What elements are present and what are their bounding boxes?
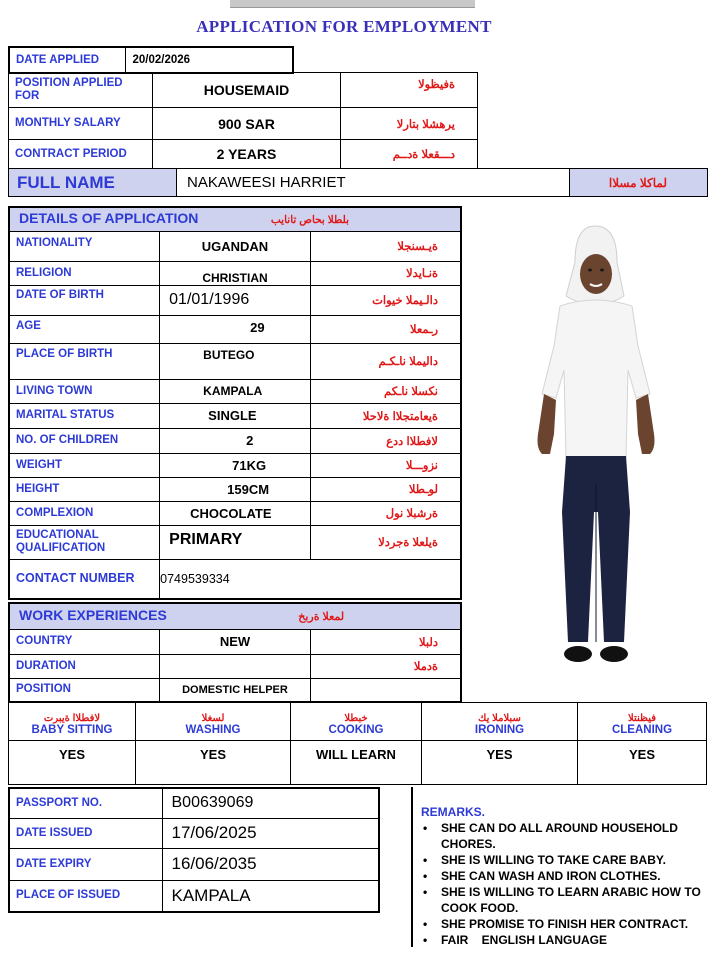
place-issued-value: KAMPALA — [162, 880, 379, 912]
contract-value: 2 YEARS — [153, 140, 341, 169]
height-label: HEIGHT — [9, 477, 160, 501]
skill-ironing-arabic: سبلاملا يك — [478, 713, 521, 724]
passport-no-value: B00639069 — [162, 788, 379, 818]
education-arabic: ةيلعلا ةجردلا — [310, 525, 461, 559]
remarks-section — [411, 787, 711, 947]
skill-cooking-label: COOKING — [328, 724, 384, 736]
skill-cooking-value: WILL LEARN — [291, 741, 422, 785]
salary-arabic: يرهشلا بتارلا — [341, 108, 478, 140]
contract-label: CONTRACT PERIOD — [9, 140, 153, 169]
skill-cleaning-label: CLEANING — [611, 724, 673, 736]
skill-cleaning-value: YES — [578, 741, 707, 785]
children-arabic: لافطلاا ددع — [310, 428, 461, 453]
skill-babysitting-label: BABY SITTING — [31, 724, 113, 736]
header-logo-strip — [230, 0, 475, 8]
remark-item: • SHE CAN WASH AND IRON CLOTHES. — [421, 868, 711, 884]
skill-ironing-value: YES — [422, 741, 578, 785]
skill-washing-arabic: لسغلا — [201, 713, 225, 724]
skill-cooking-arabic: خبطلا — [344, 713, 368, 724]
full-name-value: NAKAWEESI HARRIET — [177, 169, 570, 197]
full-name-label: FULL NAME — [9, 169, 177, 197]
salary-label: MONTHLY SALARY — [9, 108, 153, 140]
weight-label: WEIGHT — [9, 453, 160, 477]
skill-washing-value: YES — [136, 741, 291, 785]
complexion-label: COMPLEXION — [9, 501, 160, 525]
remarks-title: REMARKS. — [421, 805, 486, 819]
age-label: AGE — [9, 315, 160, 343]
nationality-value: UGANDAN — [160, 231, 311, 261]
living-town-arabic: نكسلا ناـكم — [310, 379, 461, 403]
dob-arabic: دالـيملا خيوات — [310, 285, 461, 315]
children-label: NO. OF CHILDREN — [9, 428, 160, 453]
religion-label: RELIGION — [9, 261, 160, 285]
position-arabic: ةفيظولا — [341, 73, 478, 108]
duration-label: DURATION — [9, 654, 160, 678]
skills-table — [8, 702, 707, 785]
marital-status-label: MARITAL STATUS — [9, 403, 160, 428]
work-position-arabic — [310, 678, 461, 702]
age-value: 29 — [160, 315, 311, 343]
date-issued-value: 17/06/2025 — [162, 818, 379, 848]
place-of-birth-value: BUTEGO — [160, 343, 311, 379]
country-value: NEW — [160, 629, 311, 654]
remark-item: • SHE PROMISE TO FINISH HER CONTRACT. — [421, 916, 711, 932]
skill-head-ironing — [422, 703, 578, 741]
work-position-value: DOMESTIC HELPER — [160, 678, 311, 702]
date-expiry-label: DATE EXPIRY — [9, 848, 162, 880]
complexion-value: CHOCOLATE — [160, 501, 311, 525]
height-arabic: لوـطلا — [310, 477, 461, 501]
contact-label: CONTACT NUMBER — [9, 559, 160, 599]
dob-value: 01/01/1996 — [160, 285, 311, 315]
living-town-label: LIVING TOWN — [9, 379, 160, 403]
living-town-value: KAMPALA — [160, 379, 311, 403]
full-name-arabic: لماكلا مسلاا — [570, 169, 708, 197]
remark-item: • FAIR ENGLISH LANGUAGE — [421, 932, 711, 948]
education-value: PRIMARY — [160, 525, 311, 559]
remarks-list — [421, 820, 711, 948]
work-title: WORK EXPERIENCES — [19, 607, 167, 624]
passport-table — [8, 787, 380, 913]
age-arabic: رـمعلا — [310, 315, 461, 343]
salary-value: 900 SAR — [153, 108, 341, 140]
position-table — [8, 72, 478, 169]
work-title-arabic: لمعلا ةربخ — [298, 611, 345, 624]
skill-head-cleaning — [578, 703, 707, 741]
work-table — [8, 602, 462, 703]
place-of-birth-label: PLACE OF BIRTH — [9, 343, 160, 379]
nationality-arabic: ةيـسنجلا — [310, 231, 461, 261]
details-title-arabic: بلطلا بحاص تانايب — [270, 214, 350, 227]
skill-head-cooking — [291, 703, 422, 741]
skill-babysitting-value: YES — [9, 741, 136, 785]
religion-value: CHRISTIAN — [160, 261, 311, 285]
country-arabic: دلبلا — [310, 629, 461, 654]
skill-head-washing — [136, 703, 291, 741]
height-value: 159CM — [160, 477, 311, 501]
duration-value — [160, 654, 311, 678]
passport-no-label: PASSPORT NO. — [9, 788, 162, 818]
marital-status-arabic: ةيعامتجلاا ةلاحلا — [310, 403, 461, 428]
contact-value: 0749539334 — [160, 559, 461, 599]
full-name-table — [8, 168, 708, 197]
education-label: EDUCATIONAL QUALIFICATION — [9, 525, 160, 559]
date-applied-value: 20/02/2026 — [125, 47, 293, 73]
work-position-label: POSITION — [9, 678, 160, 702]
marital-status-value: SINGLE — [160, 403, 311, 428]
place-issued-label: PLACE OF ISSUED — [9, 880, 162, 912]
position-label: POSITION APPLIED FOR — [9, 73, 153, 108]
date-issued-label: DATE ISSUED — [9, 818, 162, 848]
details-header — [9, 207, 461, 231]
skill-babysitting-arabic: لافطلاا ةيبرت — [43, 713, 101, 724]
skill-ironing-label: IRONING — [474, 724, 525, 736]
date-applied-table — [8, 46, 294, 74]
contract-arabic: دـــقعلا ةدــم — [341, 140, 478, 169]
details-title: DETAILS OF APPLICATION — [19, 210, 199, 227]
work-header — [9, 603, 461, 629]
date-applied-label: DATE APPLIED — [9, 47, 125, 73]
position-value: HOUSEMAID — [153, 73, 341, 108]
date-expiry-value: 16/06/2035 — [162, 848, 379, 880]
remark-item: • SHE IS WILLING TO TAKE CARE BABY. — [421, 852, 711, 868]
details-table — [8, 206, 462, 600]
weight-arabic: نزوـــلا — [310, 453, 461, 477]
weight-value: 71KG — [160, 453, 311, 477]
duration-arabic: ةدملا — [310, 654, 461, 678]
religion-arabic: ةنـايدلا — [310, 261, 461, 285]
complexion-arabic: ةرشبلا نول — [310, 501, 461, 525]
remark-item: • SHE CAN DO ALL AROUND HOUSEHOLD CHORES. — [421, 820, 711, 852]
skill-head-babysitting — [9, 703, 136, 741]
place-of-birth-arabic: داليملا ناـكـم — [310, 343, 461, 379]
country-label: COUNTRY — [9, 629, 160, 654]
children-value: 2 — [160, 428, 311, 453]
document-title: APPLICATION FOR EMPLOYMENT — [196, 17, 492, 36]
applicant-photo-icon — [520, 222, 670, 672]
skill-washing-label: WASHING — [185, 724, 241, 736]
remark-item: • SHE IS WILLING TO LEARN ARABIC HOW TO COOK FOOD. — [421, 884, 711, 916]
skill-cleaning-arabic: فيظنتلا — [627, 713, 656, 724]
nationality-label: NATIONALITY — [9, 231, 160, 261]
dob-label: DATE OF BIRTH — [9, 285, 160, 315]
